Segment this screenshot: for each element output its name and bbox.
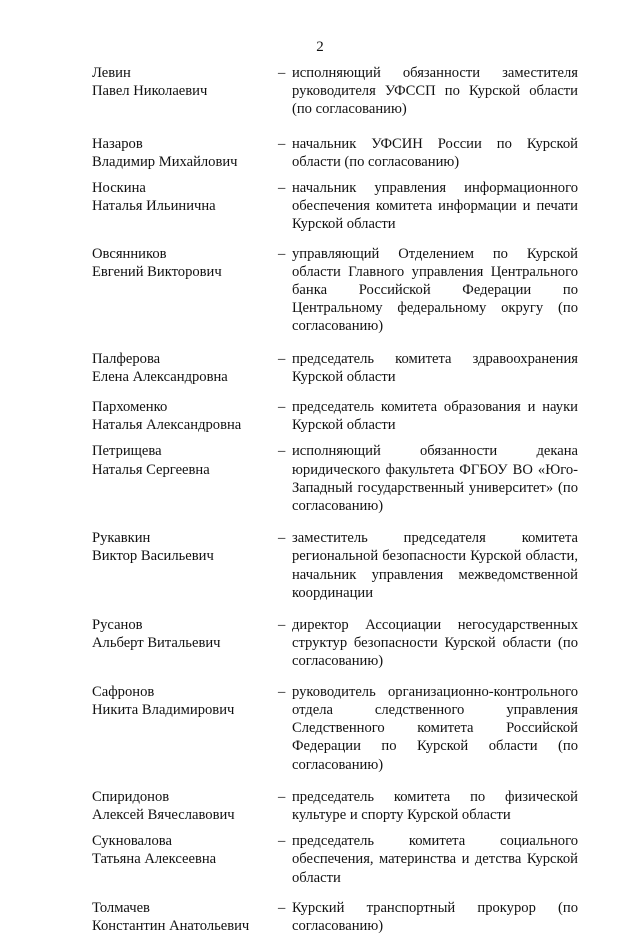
dash-separator: – [278, 65, 286, 81]
member-given-names: Константин Анатольевич [92, 917, 250, 934]
member-position: исполняющий обязанности декана юридического факультета ФГБОУ ВО «Юго-Западный государственный университет» (по согласованию) [292, 443, 578, 515]
dash-separator: – [278, 399, 286, 416]
member-given-names: Татьяна Алексеевна [92, 851, 217, 868]
member-given-names: Альберт Витальевич [92, 635, 221, 652]
member-name [92, 616, 278, 652]
member-surname: Палферова [92, 350, 161, 367]
dash-separator: – [278, 180, 286, 197]
member-surname: Петрищева [92, 443, 162, 460]
list-item [92, 832, 578, 887]
member-position: заместитель председателя комитета региональной безопасности Курской области, начальник управления межведомственной координации [292, 530, 578, 601]
list-item [92, 135, 578, 171]
member-surname: Толмачев [92, 899, 150, 916]
member-given-names: Наталья Сергеевна [92, 461, 210, 478]
member-position: начальник УФСИН России по Курской области (по согласованию) [292, 135, 578, 170]
member-surname: Носкина [92, 180, 146, 197]
page-number: 2 [316, 39, 324, 55]
member-position: директор Ассоциации негосударственных структур безопасности Курской области (по согласованию) [292, 617, 578, 670]
list-item [92, 398, 578, 434]
list-item [92, 788, 578, 824]
member-surname: Сафронов [92, 683, 155, 700]
member-position: руководитель организационно-контрольного отдела следственного управления Следственного комитета Российской Федерации по Курской области (по согласованию) [292, 683, 578, 773]
member-name [92, 179, 278, 215]
member-surname: Спиридонов [92, 788, 170, 805]
member-given-names: Елена Александровна [92, 368, 228, 385]
list-item [92, 683, 578, 774]
list-item [92, 529, 578, 602]
list-item [92, 899, 578, 935]
member-name [92, 788, 278, 824]
dash-separator: – [278, 617, 286, 634]
member-given-names: Владимир Михайлович [92, 153, 238, 170]
list-item [92, 245, 578, 336]
member-position: Курский транспортный прокурор (по согласованию) [292, 899, 578, 934]
member-given-names: Никита Владимирович [92, 701, 235, 718]
member-position: исполняющий обязанности заместителя руководителя УФССП по Курской области (по согласованию) [292, 65, 578, 118]
dash-separator: – [278, 683, 286, 700]
member-surname: Русанов [92, 617, 143, 634]
member-name [92, 683, 278, 719]
member-given-names: Павел Николаевич [92, 83, 208, 100]
list-item [92, 179, 578, 234]
dash-separator: – [278, 245, 286, 262]
dash-separator: – [278, 350, 286, 367]
member-name [92, 398, 278, 434]
member-surname: Овсянников [92, 245, 167, 262]
member-position: председатель комитета по физической культуре и спорту Курской области [292, 788, 578, 823]
member-list [92, 64, 578, 935]
member-given-names: Алексей Вячеславович [92, 806, 235, 823]
member-position: начальник управления информационного обеспечения комитета информации и печати Курской области [292, 180, 578, 233]
member-given-names: Наталья Александровна [92, 417, 242, 434]
member-name [92, 899, 278, 935]
member-name [92, 245, 278, 281]
member-name [92, 135, 278, 171]
dash-separator: – [278, 788, 286, 805]
dash-separator: – [278, 833, 286, 850]
member-name [92, 529, 278, 565]
member-surname: Назаров [92, 135, 143, 152]
member-name [92, 64, 278, 100]
member-name [92, 350, 278, 386]
member-name [92, 442, 278, 478]
dash-separator: – [278, 530, 286, 547]
member-surname: Левин [92, 65, 131, 81]
member-name [92, 832, 278, 868]
member-surname: Рукавкин [92, 530, 151, 547]
member-position: управляющий Отделением по Курской области Главного управления Центрального банка Российской Федерации по Центральному федеральному округу (по согласованию) [292, 245, 578, 335]
dash-separator: – [278, 135, 286, 152]
dash-separator: – [278, 899, 286, 916]
member-given-names: Виктор Васильевич [92, 548, 214, 565]
list-item [92, 442, 578, 515]
list-item [92, 350, 578, 386]
member-position: председатель комитета социального обеспечения, материнства и детства Курской области [292, 833, 578, 886]
dash-separator: – [278, 443, 286, 460]
member-given-names: Наталья Ильинична [92, 198, 216, 215]
member-position: председатель комитета образования и науки Курской области [292, 399, 578, 434]
list-item [92, 616, 578, 671]
member-position: председатель комитета здравоохранения Курской области [292, 350, 578, 385]
member-given-names: Евгений Викторович [92, 263, 222, 280]
list-item [92, 64, 578, 119]
member-surname: Сукновалова [92, 833, 172, 850]
member-surname: Пархоменко [92, 399, 168, 416]
